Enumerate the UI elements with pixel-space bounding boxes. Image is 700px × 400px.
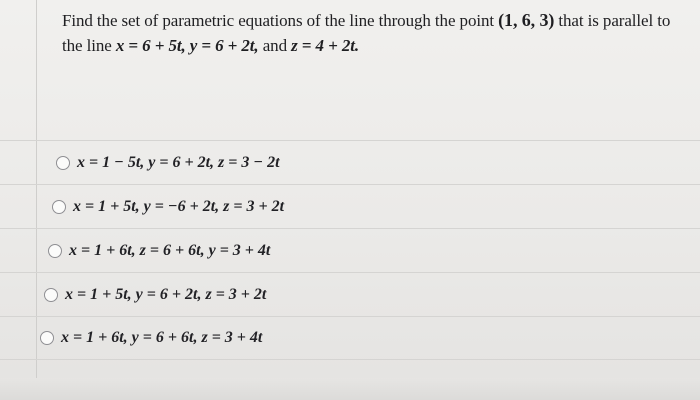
question-prefix: Find the set of parametric equations of the line through the point [62,11,494,30]
answer-option-label: x = 1 + 6t, z = 6 + 6t, y = 3 + 4t [69,241,271,259]
question-line-label: the line [62,36,112,55]
answer-option-4[interactable] [0,272,700,316]
answer-option-label: x = 1 − 5t, y = 6 + 2t, z = 3 − 2t [77,153,280,171]
equation-x: x = 6 + 5t, [115,36,186,55]
answer-option-5[interactable] [0,316,700,360]
question-and: and [262,36,287,55]
answer-option-3[interactable] [0,228,700,272]
question-point: (1, 6, 3) [498,10,555,30]
bottom-band [0,378,700,400]
question-suffix: that is parallel to [558,11,671,30]
radio-button-4[interactable] [44,288,58,302]
equation-z: z = 4 + 2t. [291,36,360,55]
radio-button-1[interactable] [56,156,70,170]
question-text [62,8,692,58]
answer-option-1[interactable] [0,140,700,184]
answer-option-label: x = 1 + 5t, y = −6 + 2t, z = 3 + 2t [73,197,285,215]
radio-button-2[interactable] [52,200,66,214]
question-line-2 [62,33,692,58]
answer-option-label: x = 1 + 6t, y = 6 + 6t, z = 3 + 4t [61,329,263,346]
equation-y: y = 6 + 2t, [189,36,259,55]
answer-option-2[interactable] [0,184,700,228]
question-line-1 [62,8,692,33]
radio-button-3[interactable] [48,244,62,258]
answer-option-label: x = 1 + 5t, y = 6 + 2t, z = 3 + 2t [65,285,267,303]
radio-button-5[interactable] [40,331,54,345]
answer-options [0,140,700,360]
